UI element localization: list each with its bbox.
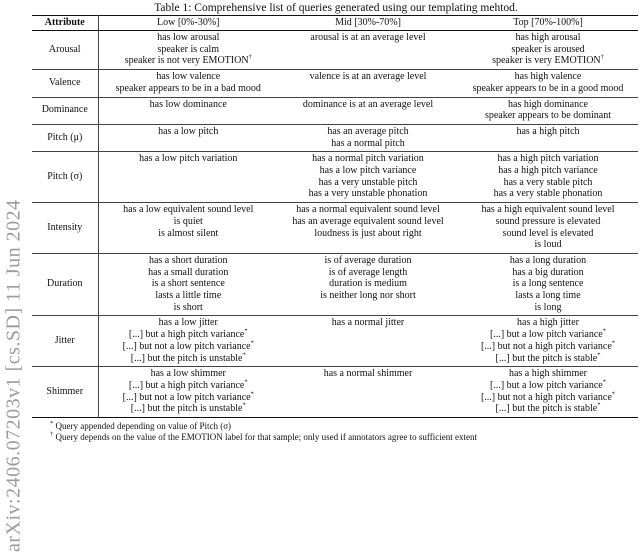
attribute-cell: Valence bbox=[32, 70, 98, 97]
top-query-cell bbox=[458, 70, 638, 97]
query-line: has a low pitch variation bbox=[139, 153, 238, 165]
query-line: [...] but the pitch is unstable* bbox=[130, 402, 246, 415]
query-line: [...] but the pitch is unstable* bbox=[130, 351, 246, 364]
attribute-cell: Dominance bbox=[32, 97, 98, 124]
query-line: [...] but the pitch is stable* bbox=[495, 351, 601, 364]
low-query-cell bbox=[98, 97, 278, 124]
query-line: speaker appears to be in a good mood bbox=[472, 82, 624, 94]
query-line: has a small duration bbox=[148, 266, 229, 278]
low-query-cell bbox=[98, 31, 278, 70]
query-line: [...] but not a low pitch variance* bbox=[122, 390, 254, 403]
arxiv-identifier: arXiv:2406.07203v1 [cs.SD] 11 Jun 2024 bbox=[2, 199, 25, 552]
table-row bbox=[32, 152, 638, 203]
top-query-cell bbox=[458, 124, 638, 151]
header-low: Low [0%-30%] bbox=[98, 16, 278, 31]
query-line: has a low jitter bbox=[158, 317, 218, 329]
query-line: is neither long nor short bbox=[320, 290, 416, 302]
top-query-cell bbox=[458, 97, 638, 124]
query-line: has a normal shimmer bbox=[323, 368, 413, 380]
table-row bbox=[32, 31, 638, 70]
attribute-cell: Pitch (μ) bbox=[32, 124, 98, 151]
table-row bbox=[32, 203, 638, 254]
mid-query-cell bbox=[278, 70, 458, 97]
query-line: speaker is calm bbox=[157, 43, 220, 55]
query-line: has a low pitch variance bbox=[319, 165, 417, 177]
table-row bbox=[32, 253, 638, 316]
query-line: has a very stable pitch bbox=[503, 176, 593, 188]
mid-query-cell bbox=[278, 316, 458, 367]
query-line: has a short duration bbox=[148, 254, 228, 266]
query-line: [...] but the pitch is stable* bbox=[495, 402, 601, 415]
attribute-cell: Intensity bbox=[32, 203, 98, 254]
top-query-cell bbox=[458, 31, 638, 70]
query-line: is almost silent bbox=[158, 227, 219, 239]
mid-query-cell bbox=[278, 203, 458, 254]
mid-query-cell bbox=[278, 152, 458, 203]
table-header-row bbox=[32, 16, 638, 31]
mid-query-cell bbox=[278, 367, 458, 418]
query-line: [...] but not a high pitch variance* bbox=[480, 390, 616, 403]
table-row bbox=[32, 70, 638, 97]
query-line: has a long duration bbox=[509, 254, 587, 266]
query-line: has a big duration bbox=[512, 266, 584, 278]
query-line: has a very stable phonation bbox=[493, 188, 603, 200]
queries-table bbox=[32, 15, 638, 418]
query-line: has a high pitch bbox=[516, 125, 580, 137]
table-row bbox=[32, 367, 638, 418]
low-query-cell bbox=[98, 70, 278, 97]
attribute-cell: Duration bbox=[32, 253, 98, 316]
table-footnotes bbox=[32, 421, 640, 443]
mid-query-cell bbox=[278, 124, 458, 151]
query-line: has high valence bbox=[514, 71, 582, 83]
query-line: arousal is at an average level bbox=[310, 32, 426, 43]
mid-query-cell bbox=[278, 253, 458, 316]
query-line: [...] but a low pitch variance* bbox=[490, 378, 606, 391]
top-query-cell bbox=[458, 316, 638, 367]
query-line: has high arousal bbox=[515, 32, 581, 43]
header-attribute: Attribute bbox=[32, 16, 98, 31]
table-body bbox=[32, 31, 638, 418]
query-line: speaker appears to be in a bad mood bbox=[115, 82, 261, 94]
query-line: valence is at an average level bbox=[309, 71, 427, 83]
query-line: lasts a little time bbox=[155, 290, 222, 302]
query-line: has a normal pitch variation bbox=[312, 153, 424, 165]
top-query-cell bbox=[458, 152, 638, 203]
low-query-cell bbox=[98, 253, 278, 316]
query-line: speaker appears to be dominant bbox=[484, 110, 612, 122]
attribute-cell: Arousal bbox=[32, 31, 98, 70]
query-line: has an average equivalent sound level bbox=[292, 215, 444, 227]
query-line: [...] but not a low pitch variance* bbox=[122, 339, 254, 352]
query-line: is loud bbox=[534, 239, 562, 251]
query-line: speaker is aroused bbox=[511, 43, 585, 55]
table-row bbox=[32, 124, 638, 151]
query-line: loudness is just about right bbox=[314, 227, 422, 239]
header-top: Top [70%-100%] bbox=[458, 16, 638, 31]
query-line: sound level is elevated bbox=[502, 227, 594, 239]
query-line: [...] but not a high pitch variance* bbox=[480, 339, 616, 352]
query-line: has a low pitch bbox=[158, 125, 219, 137]
query-line: has high dominance bbox=[508, 98, 588, 110]
query-line: duration is medium bbox=[329, 278, 407, 290]
query-line: is of average length bbox=[328, 266, 408, 278]
top-query-cell bbox=[458, 367, 638, 418]
query-line: has a high jitter bbox=[517, 317, 579, 329]
query-line: sound pressure is elevated bbox=[495, 215, 601, 227]
query-line: has a normal equivalent sound level bbox=[296, 204, 440, 216]
query-line: has a high pitch variation bbox=[497, 153, 599, 165]
mid-query-cell bbox=[278, 31, 458, 70]
query-line: has an average pitch bbox=[327, 125, 409, 137]
query-line: has low arousal bbox=[157, 32, 220, 43]
query-line: has low dominance bbox=[149, 98, 227, 110]
query-line: speaker is not very EMOTION† bbox=[124, 54, 252, 67]
query-line: [...] but a low pitch variance* bbox=[490, 327, 606, 341]
mid-query-cell bbox=[278, 97, 458, 124]
query-line: has low valence bbox=[156, 71, 221, 83]
query-line: is of average duration bbox=[324, 254, 412, 266]
query-line: is a long sentence bbox=[512, 278, 584, 290]
attribute-cell: Pitch (σ) bbox=[32, 152, 98, 203]
paper-page bbox=[32, 0, 640, 552]
low-query-cell bbox=[98, 124, 278, 151]
query-line: speaker is very EMOTION† bbox=[492, 54, 604, 67]
query-line: is long bbox=[534, 301, 562, 313]
header-mid: Mid [30%-70%] bbox=[278, 16, 458, 31]
query-line: [...] but a high pitch variance* bbox=[128, 378, 248, 391]
top-query-cell bbox=[458, 203, 638, 254]
attribute-cell: Jitter bbox=[32, 316, 98, 367]
low-query-cell bbox=[98, 203, 278, 254]
query-line: dominance is at an average level bbox=[302, 98, 434, 110]
query-line: is quiet bbox=[173, 215, 203, 227]
query-line: is short bbox=[173, 301, 203, 313]
query-line: has a normal pitch bbox=[331, 137, 405, 149]
query-line: [...] but a high pitch variance* bbox=[128, 327, 248, 341]
table-row bbox=[32, 97, 638, 124]
arxiv-identifier-margin bbox=[0, 0, 28, 552]
query-line: has a low shimmer bbox=[150, 368, 226, 380]
attribute-cell: Shimmer bbox=[32, 367, 98, 418]
query-line: has a normal jitter bbox=[331, 317, 405, 329]
query-line: has a high equivalent sound level bbox=[481, 204, 615, 216]
query-line: is a short sentence bbox=[151, 278, 225, 290]
footnote-pitch: * Query appended depending on value of Pitch (σ) bbox=[50, 420, 232, 432]
query-line: lasts a long time bbox=[515, 290, 581, 302]
query-line: has a very unstable phonation bbox=[308, 188, 428, 200]
top-query-cell bbox=[458, 253, 638, 316]
table-caption: Table 1: Comprehensive list of queries generated using our templating mehtod. bbox=[154, 2, 518, 14]
query-line: has a high pitch variance bbox=[498, 165, 598, 177]
query-line: has a very unstable pitch bbox=[318, 176, 418, 188]
table-row bbox=[32, 316, 638, 367]
low-query-cell bbox=[98, 367, 278, 418]
low-query-cell bbox=[98, 152, 278, 203]
query-line: has a low equivalent sound level bbox=[123, 204, 254, 216]
query-line: has a high shimmer bbox=[508, 368, 588, 380]
footnote-emotion: † Query depends on the value of the EMOTION label for that sample; only used if annotators agree to sufficient extent bbox=[50, 431, 477, 443]
low-query-cell bbox=[98, 316, 278, 367]
